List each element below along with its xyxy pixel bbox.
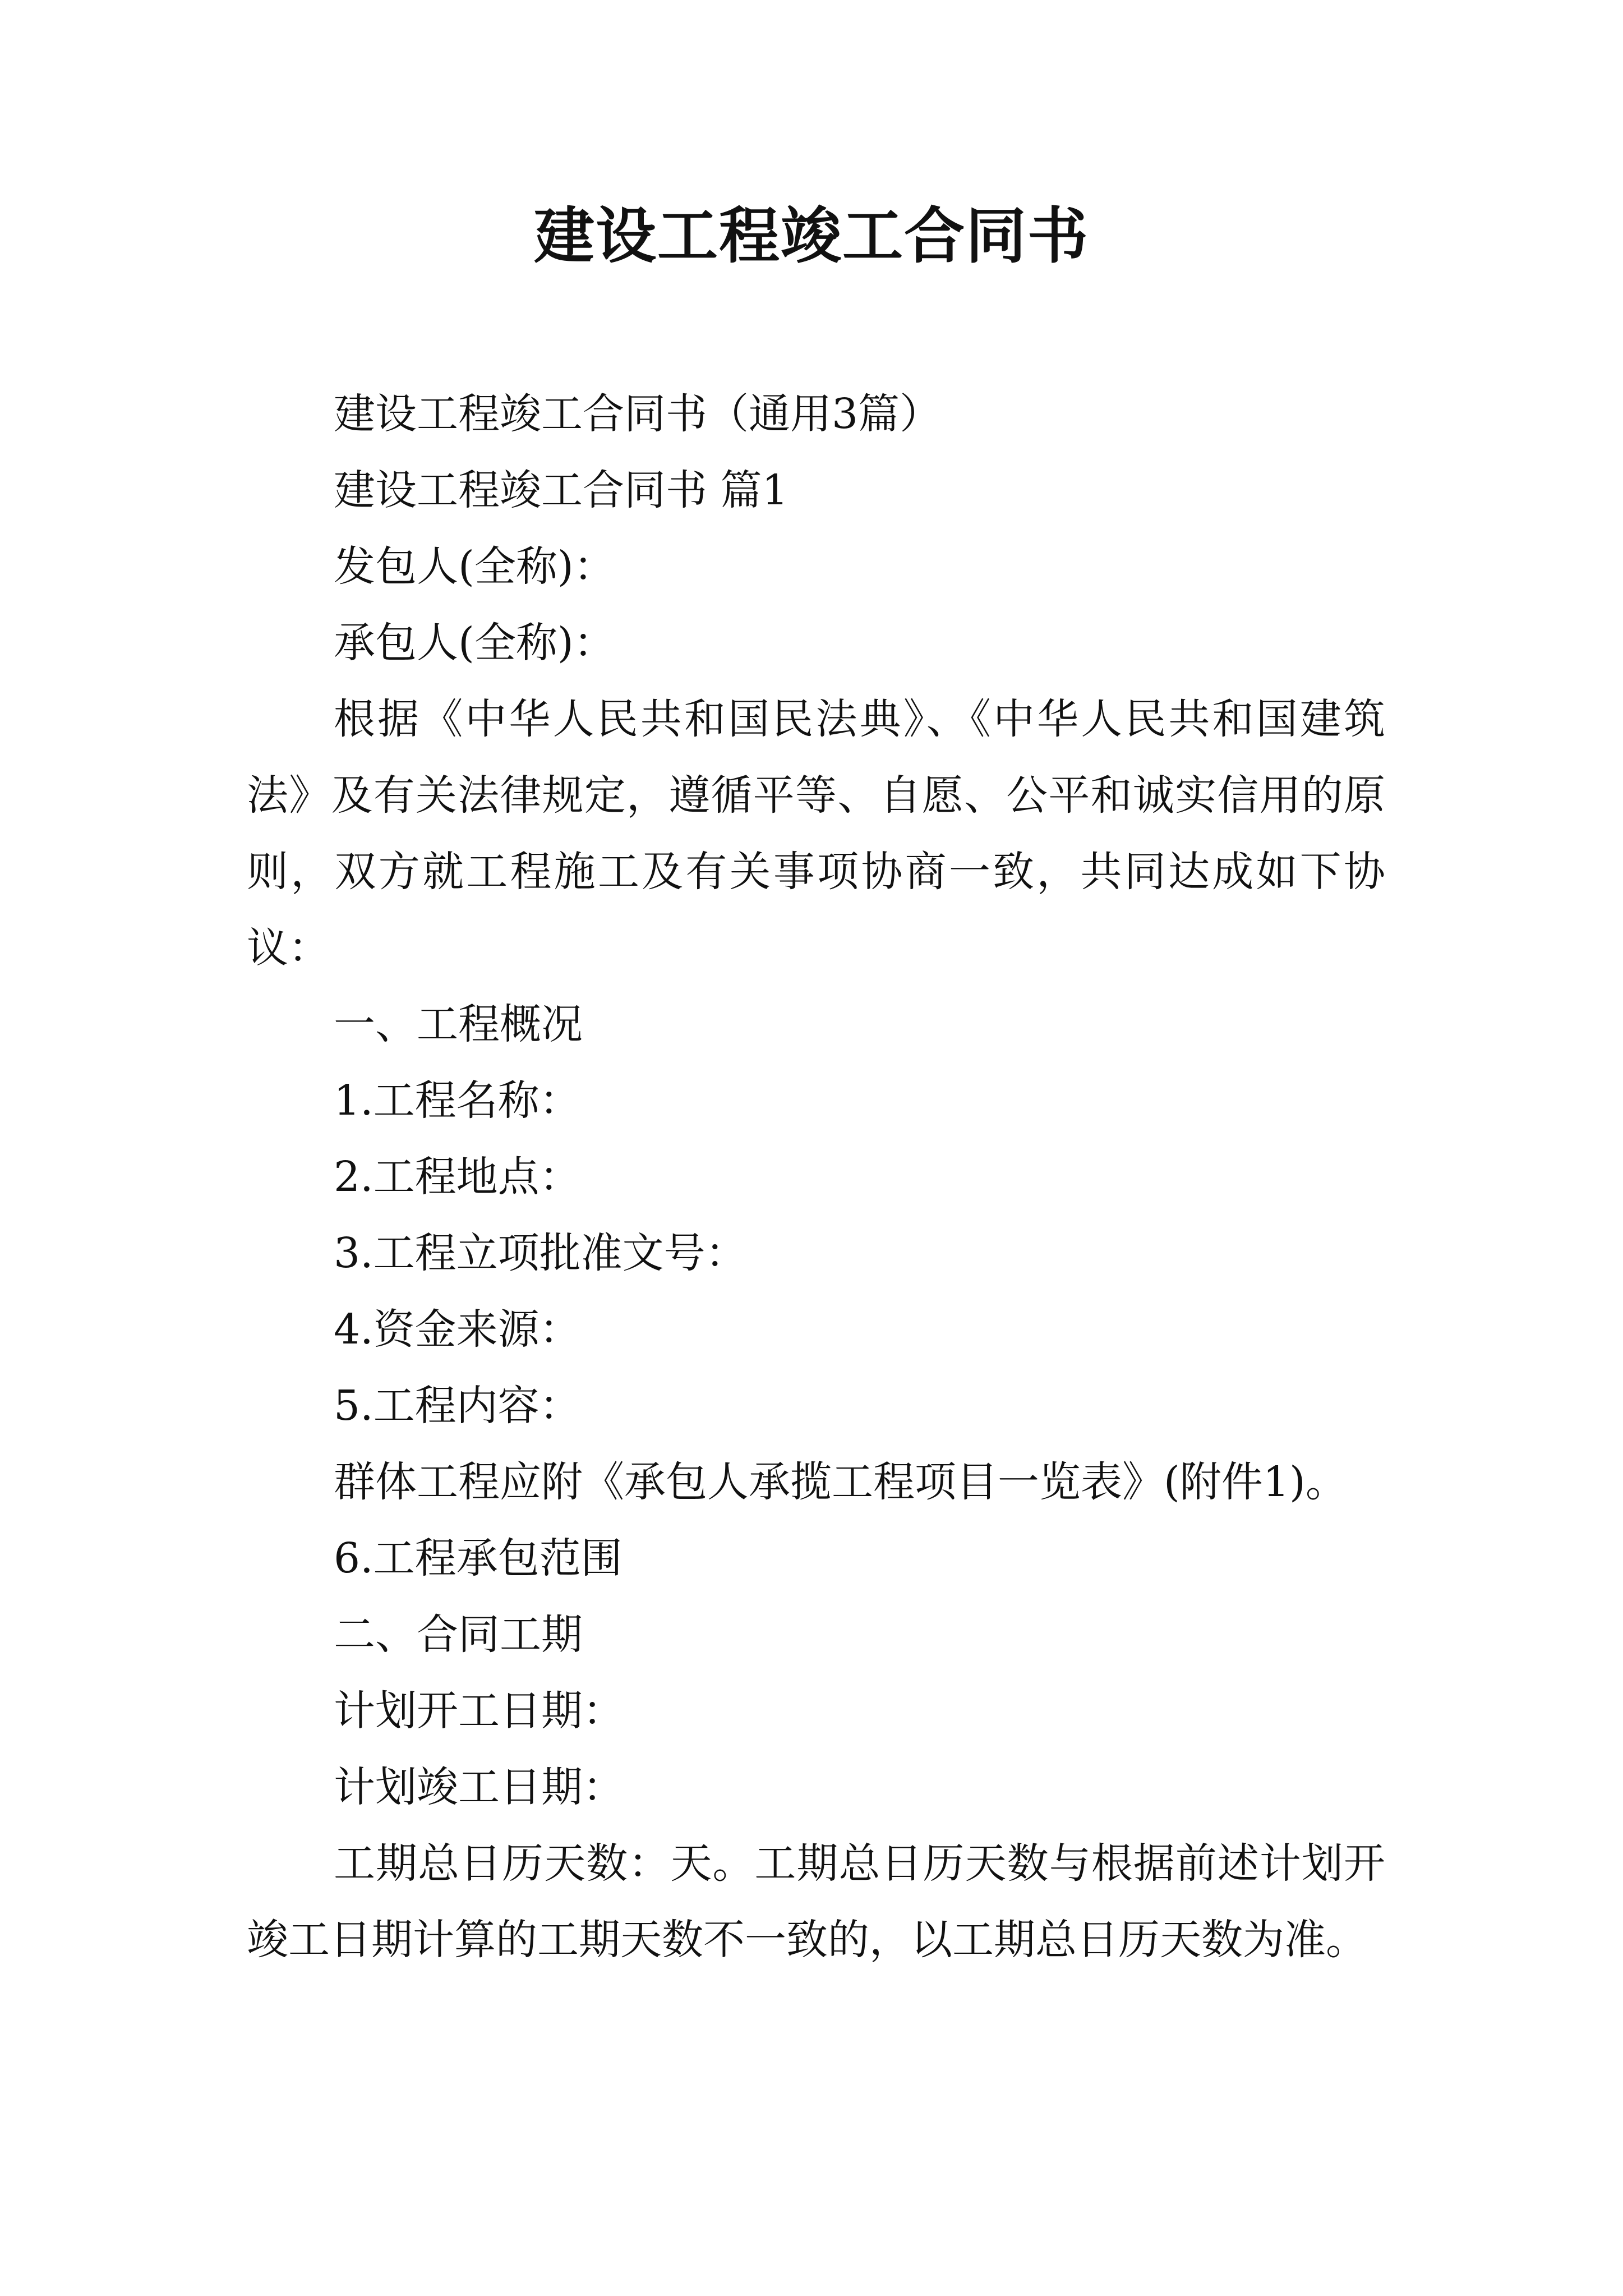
paragraph-project-name: 1.工程名称：: [334, 1076, 581, 1125]
paragraph-total-calendar-days: 工期总日历天数：天。工期总日历天数与根据前述计划开竣工日期计算的工期天数不一致的，以工期总日历天数为准。: [247, 1839, 1385, 1964]
paragraph-contractor: 承包人(全称)：: [334, 619, 615, 667]
document-body: [247, 376, 1385, 1978]
paragraph-subtitle: 建设工程竣工合同书（通用3篇）: [334, 390, 942, 438]
paragraph-attachment-note: 群体工程应附《承包人承揽工程项目一览表》(附件1)。: [334, 1458, 1347, 1506]
paragraph-planned-completion-date: 计划竣工日期：: [334, 1763, 624, 1811]
paragraph-planned-start-date: 计划开工日期：: [334, 1687, 624, 1735]
paragraph-contract-period-heading: 二、合同工期: [334, 1611, 583, 1659]
document-title: 建设工程竣工合同书: [533, 201, 1089, 272]
paragraph-funding-source: 4.资金来源：: [334, 1305, 581, 1354]
paragraph-approval-number: 3.工程立项批准文号：: [334, 1229, 747, 1277]
paragraph-preamble: 根据《中华人民共和国民法典》、《中华人民共和国建筑法》及有关法律规定，遵循平等、自愿、公平和诚实信用的原则，双方就工程施工及有关事项协商一致，共同达成如下协议：: [247, 695, 1385, 972]
paragraph-project-overview-heading: 一、工程概况: [334, 1000, 583, 1048]
paragraph-contract-scope: 6.工程承包范围: [334, 1534, 623, 1582]
paragraph-project-content: 5.工程内容：: [334, 1382, 581, 1430]
paragraph-employer: 发包人(全称)：: [334, 542, 615, 591]
paragraph-project-location: 2.工程地点：: [334, 1153, 581, 1201]
paragraph-section-heading: 建设工程竣工合同书 篇1: [334, 466, 789, 514]
